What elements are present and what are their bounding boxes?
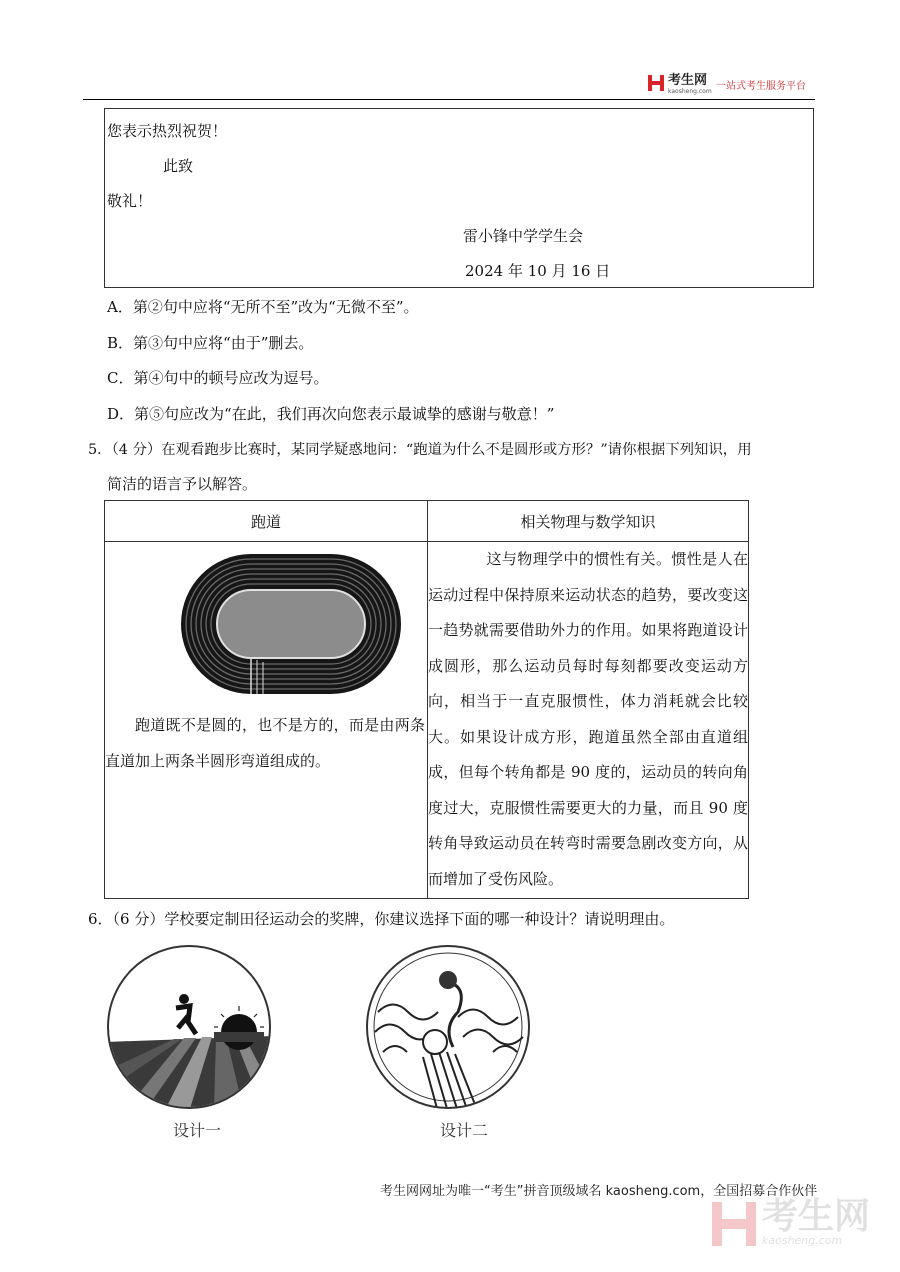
- option-d: D．第⑤句应改为“在此，我们再次向您表示最诚挚的感谢与敬意！”: [107, 405, 555, 423]
- footer-text: 考生网网址为唯一“考生”拼音顶级域名 kaosheng.com，全国招募合作伙伴: [380, 1184, 818, 1199]
- table-header-track: 跑道: [105, 501, 428, 542]
- watermark-name: 考生网: [762, 1196, 871, 1237]
- track-cell: [105, 542, 428, 899]
- option-b: B．第③句中应将“由于”删去。: [107, 334, 314, 352]
- medal-design-1: [104, 942, 274, 1112]
- knowledge-cell: [428, 542, 749, 899]
- option-a: A．第②句中应将“无所不至”改为“无微不至”。: [107, 298, 419, 316]
- watermark-icon: [712, 1202, 756, 1246]
- question-5-line1: 5．（4 分）在观看跑步比赛时，某同学疑惑地问：“跑道为什么不是圆形或方形？”请你根据下列知识，用: [88, 442, 752, 458]
- medal-design-2: [363, 942, 533, 1112]
- question-6: 6．（6 分）学校要定制田径运动会的奖牌，你建议选择下面的哪一种设计？请说明理由。: [88, 910, 675, 928]
- table-header-knowledge: 相关物理与数学知识: [428, 501, 749, 542]
- letter-date: 2024 年 10 月 16 日: [465, 262, 611, 280]
- header-divider: [83, 99, 815, 100]
- logo-icon: [648, 75, 664, 91]
- logo-name: 考生网: [668, 73, 708, 88]
- running-track-image: [181, 554, 401, 694]
- running-track-table: [104, 500, 749, 899]
- option-c: C．第④句中的顿号应改为逗号。: [107, 369, 329, 387]
- letter-signer: 雷小锋中学学生会: [463, 227, 584, 245]
- letter-line: 敬礼！: [107, 192, 153, 210]
- letter-line: 此致: [163, 157, 194, 175]
- watermark-domain: kaosheng.com: [762, 1234, 843, 1247]
- header-slogan: 一站式考生服务平台: [716, 81, 806, 92]
- logo-domain: kaosheng.com: [668, 88, 712, 95]
- letter-box: [104, 108, 814, 288]
- letter-line: 您表示热烈祝贺！: [107, 122, 228, 140]
- site-logo: [648, 70, 712, 95]
- track-description: 跑道既不是圆的，也不是方的，而是由两条直道加上两条半圆形弯道组成的。: [105, 716, 425, 770]
- question-5-line2: 简洁的语言予以解答。: [107, 475, 258, 493]
- design-1-caption: 设计一: [173, 1121, 222, 1140]
- knowledge-text: 这与物理学中的惯性有关。惯性是人在运动过程中保持原来运动状态的趋势，要改变这一趋势就需要借助外力的作用。如果将跑道设计成圆形，那么运动员每时每刻都要改变运动方向，相当于一直克服惯性，体力消耗就会比较大。如果设计成方形，跑道虽然全部由直道组成，但每个转角都是 90 度的，运动员的转向角度过大，克服惯性需要更大的力量，而且 90 度转角导致运动员在转弯时需要急剧改变方向，从而增加了受伤风险。: [428, 550, 748, 888]
- design-2-caption: 设计二: [440, 1121, 489, 1140]
- watermark-logo: [712, 1196, 871, 1247]
